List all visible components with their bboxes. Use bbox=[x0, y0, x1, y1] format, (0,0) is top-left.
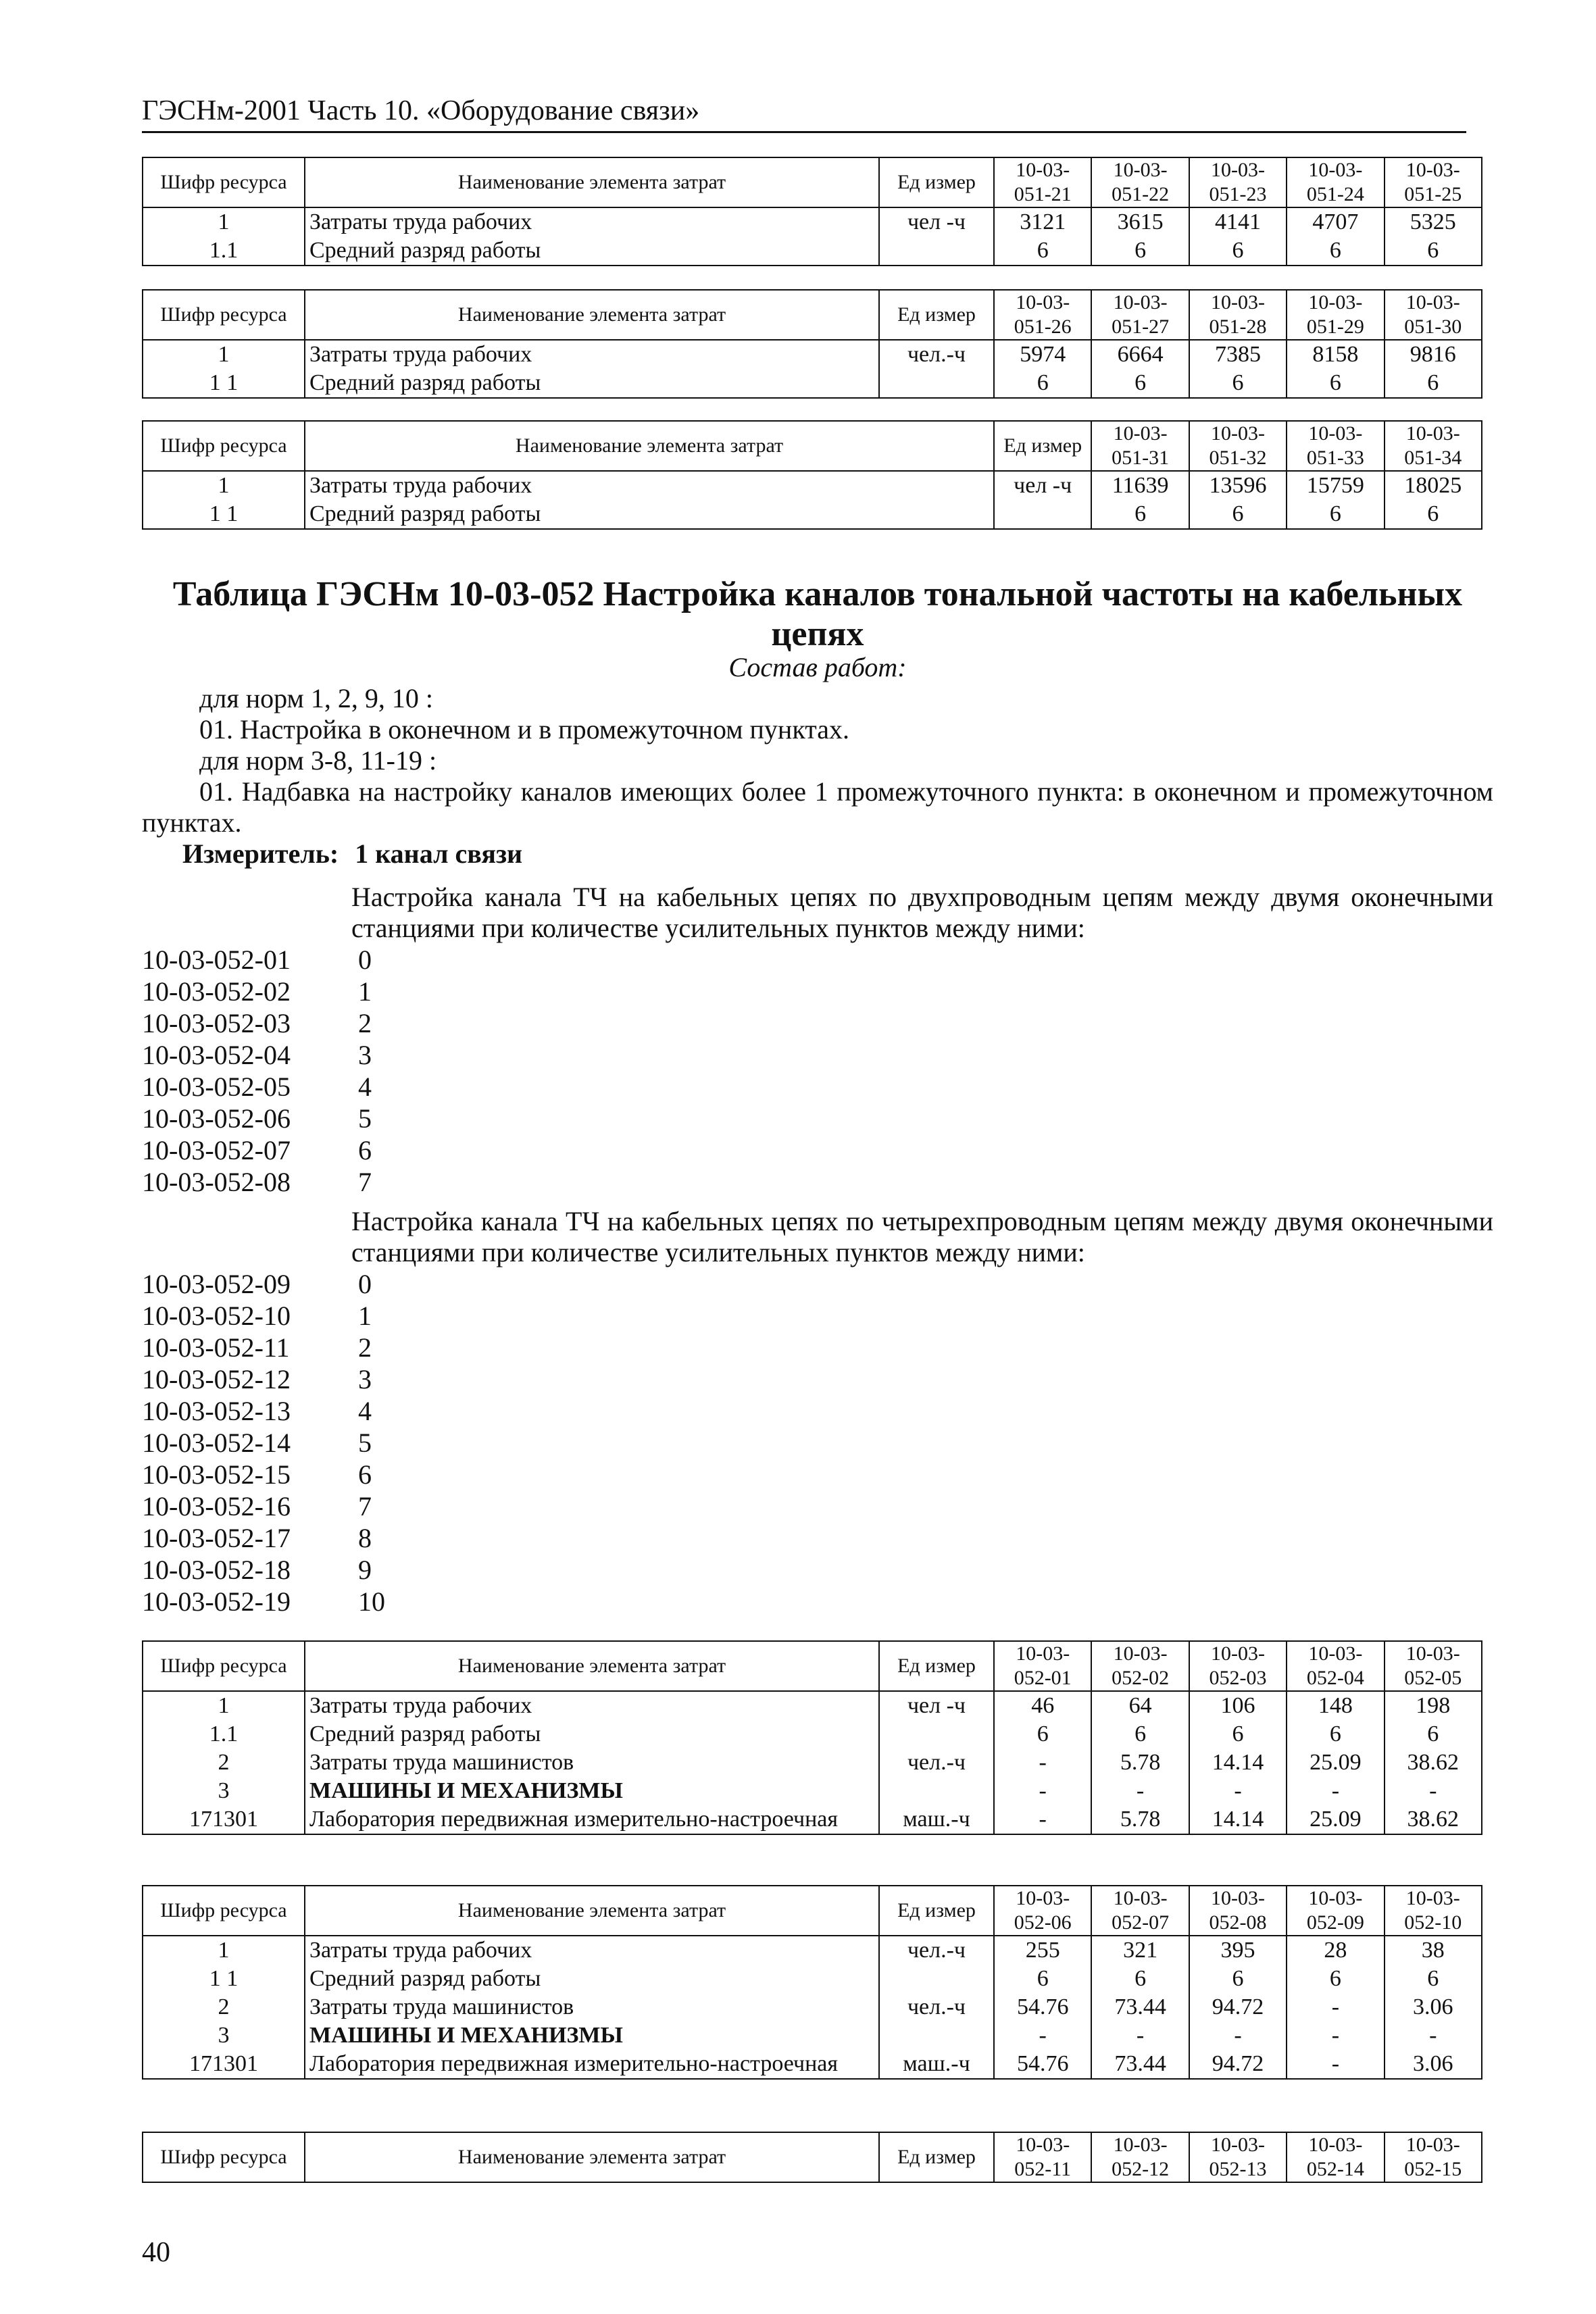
row-value: 4707 bbox=[1287, 207, 1384, 236]
row-value: 38.62 bbox=[1385, 1805, 1482, 1834]
row-value: 9816 bbox=[1385, 340, 1482, 369]
norm-code: 10-03-052-14 bbox=[142, 1428, 291, 1458]
amplifier-count: 0 bbox=[358, 1269, 372, 1299]
norm-code: 10-03-052-07 bbox=[142, 1135, 291, 1165]
row-resource-code: 3 bbox=[143, 2021, 305, 2050]
norm-list-item bbox=[142, 1008, 372, 1039]
header-resource-code: Шифр ресурса bbox=[143, 290, 305, 340]
row-value: 64 bbox=[1091, 1691, 1189, 1720]
header-norm-code: 10-03-052-02 bbox=[1091, 1641, 1189, 1691]
amplifier-count: 4 bbox=[358, 1396, 372, 1426]
row-resource-code: 171301 bbox=[143, 2050, 305, 2079]
header-norm-code: 10-03-051-31 bbox=[1091, 421, 1189, 471]
row-unit bbox=[879, 2021, 994, 2050]
row-unit: чел -ч bbox=[994, 471, 1091, 500]
header-norm-code: 10-03-052-07 bbox=[1091, 1886, 1189, 1936]
amplifier-count: 4 bbox=[358, 1072, 372, 1102]
meter-value: 1 канал связи bbox=[355, 838, 523, 869]
row-value: 5.78 bbox=[1091, 1749, 1189, 1777]
row-value: - bbox=[1287, 2050, 1384, 2079]
row-unit bbox=[879, 369, 994, 398]
group2-description: Настройка канала ТЧ на кабельных цепях по четырехпроводным цепям между двумя оконечными станциями при количестве усилительных пунктов между ними: bbox=[351, 1206, 1493, 1267]
composition-heading: Состав работ: bbox=[728, 652, 907, 682]
resource-table-051-31 bbox=[142, 420, 1482, 530]
norm-list-item bbox=[142, 1555, 372, 1586]
header-norm-code: 10-03-051-29 bbox=[1287, 290, 1384, 340]
header-resource-code: Шифр ресурса bbox=[143, 157, 305, 207]
row-cost-element: МАШИНЫ И МЕХАНИЗМЫ bbox=[305, 2021, 879, 2050]
norm-code: 10-03-052-03 bbox=[142, 1008, 291, 1038]
row-resource-code: 1 1 bbox=[143, 369, 305, 398]
row-value: 38.62 bbox=[1385, 1749, 1482, 1777]
row-value: 6 bbox=[994, 1720, 1091, 1749]
amplifier-count: 0 bbox=[358, 945, 372, 975]
norm-code: 10-03-052-12 bbox=[142, 1364, 291, 1394]
row-value: 395 bbox=[1189, 1936, 1287, 1965]
header-norm-code: 10-03-052-12 bbox=[1091, 2132, 1189, 2182]
header-resource-code: Шифр ресурса bbox=[143, 1641, 305, 1691]
header-cost-element: Наименование элемента затрат bbox=[305, 2132, 879, 2182]
row-value: 3.06 bbox=[1385, 1993, 1482, 2021]
header-cost-element: Наименование элемента затрат bbox=[305, 290, 879, 340]
norm-list-item bbox=[142, 1364, 372, 1395]
norm-code: 10-03-052-18 bbox=[142, 1555, 291, 1585]
row-value: - bbox=[1189, 2021, 1287, 2050]
header-cost-element: Наименование элемента затрат bbox=[305, 1641, 879, 1691]
norm-code: 10-03-052-17 bbox=[142, 1523, 291, 1553]
row-value: 6 bbox=[1091, 1720, 1189, 1749]
row-value: - bbox=[1287, 1777, 1384, 1805]
row-unit: чел.-ч bbox=[879, 1993, 994, 2021]
header-norm-code: 10-03-051-24 bbox=[1287, 157, 1384, 207]
row-unit: чел -ч bbox=[879, 207, 994, 236]
resource-table-052-11 bbox=[142, 2132, 1482, 2183]
row-resource-code: 1.1 bbox=[143, 1720, 305, 1749]
amplifier-count: 6 bbox=[358, 1459, 372, 1490]
row-value: 6 bbox=[994, 1965, 1091, 1993]
header-norm-code: 10-03-051-26 bbox=[994, 290, 1091, 340]
row-resource-code: 171301 bbox=[143, 1805, 305, 1834]
row-value: 6 bbox=[1287, 369, 1384, 398]
row-value: - bbox=[1287, 2021, 1384, 2050]
row-value: 8158 bbox=[1287, 340, 1384, 369]
row-cost-element: Средний разряд работы bbox=[305, 1965, 879, 1993]
header-norm-code: 10-03-052-01 bbox=[994, 1641, 1091, 1691]
header-norm-code: 10-03-052-15 bbox=[1385, 2132, 1482, 2182]
resource-table-051-26 bbox=[142, 289, 1482, 399]
header-unit: Ед измер bbox=[994, 421, 1091, 471]
norm-list-item bbox=[142, 1332, 372, 1363]
row-value: 73.44 bbox=[1091, 2050, 1189, 2079]
header-norm-code: 10-03-052-10 bbox=[1385, 1886, 1482, 1936]
header-unit: Ед измер bbox=[879, 1641, 994, 1691]
header-norm-code: 10-03-051-25 bbox=[1385, 157, 1482, 207]
row-value: 3615 bbox=[1091, 207, 1189, 236]
norm-list-item bbox=[142, 945, 372, 976]
row-value: 73.44 bbox=[1091, 1993, 1189, 2021]
header-cost-element: Наименование элемента затрат bbox=[305, 421, 994, 471]
meter-label: Измеритель: bbox=[182, 838, 339, 869]
row-cost-element: Затраты труда рабочих bbox=[305, 340, 879, 369]
norm-list-item bbox=[142, 1269, 372, 1300]
norm-list-item bbox=[142, 1396, 372, 1427]
row-value: 94.72 bbox=[1189, 1993, 1287, 2021]
amplifier-count: 1 bbox=[358, 976, 372, 1007]
row-value: 38 bbox=[1385, 1936, 1482, 1965]
row-unit bbox=[994, 500, 1091, 529]
amplifier-count: 3 bbox=[358, 1364, 372, 1394]
header-resource-code: Шифр ресурса bbox=[143, 2132, 305, 2182]
resource-table-052-01 bbox=[142, 1640, 1482, 1835]
row-value: 25.09 bbox=[1287, 1749, 1384, 1777]
row-value: 14.14 bbox=[1189, 1749, 1287, 1777]
page-header: ГЭСНм-2001 Часть 10. «Оборудование связи» bbox=[142, 95, 1466, 133]
row-value: 6 bbox=[1287, 1720, 1384, 1749]
row-value: - bbox=[994, 1805, 1091, 1834]
row-value: - bbox=[1385, 2021, 1482, 2050]
row-unit: маш.-ч bbox=[879, 2050, 994, 2079]
table-title: Таблица ГЭСНм 10-03-052 Настройка каналов тональной частоты на кабельных цепях bbox=[172, 575, 1463, 653]
row-value: 6 bbox=[1287, 236, 1384, 266]
resource-table-052-06 bbox=[142, 1885, 1482, 2080]
row-cost-element: Затраты труда рабочих bbox=[305, 207, 879, 236]
row-value: 321 bbox=[1091, 1936, 1189, 1965]
header-norm-code: 10-03-052-08 bbox=[1189, 1886, 1287, 1936]
row-value: 18025 bbox=[1385, 471, 1482, 500]
header-norm-code: 10-03-051-22 bbox=[1091, 157, 1189, 207]
row-value: 6 bbox=[1189, 236, 1287, 266]
row-value: 6 bbox=[1091, 236, 1189, 266]
row-cost-element: Средний разряд работы bbox=[305, 1720, 879, 1749]
header-norm-code: 10-03-051-33 bbox=[1287, 421, 1384, 471]
norm-list-item bbox=[142, 1135, 372, 1166]
row-cost-element: Средний разряд работы bbox=[305, 236, 879, 266]
row-cost-element: Лаборатория передвижная измерительно-настроечная bbox=[305, 2050, 879, 2079]
row-value: 6 bbox=[1189, 1720, 1287, 1749]
header-resource-code: Шифр ресурса bbox=[143, 421, 305, 471]
header-norm-code: 10-03-052-11 bbox=[994, 2132, 1091, 2182]
header-unit: Ед измер bbox=[879, 157, 994, 207]
row-value: - bbox=[1287, 1993, 1384, 2021]
row-value: 6 bbox=[1189, 500, 1287, 529]
row-value: 6 bbox=[1385, 1965, 1482, 1993]
row-unit bbox=[879, 1777, 994, 1805]
row-value: 5974 bbox=[994, 340, 1091, 369]
header-unit: Ед измер bbox=[879, 2132, 994, 2182]
norm-code: 10-03-052-13 bbox=[142, 1396, 291, 1426]
row-unit: маш.-ч bbox=[879, 1805, 994, 1834]
norm-code: 10-03-052-15 bbox=[142, 1459, 291, 1490]
amplifier-count: 7 bbox=[358, 1491, 372, 1521]
header-norm-code: 10-03-051-30 bbox=[1385, 290, 1482, 340]
row-value: 28 bbox=[1287, 1936, 1384, 1965]
norm-code: 10-03-052-04 bbox=[142, 1040, 291, 1070]
row-cost-element: Затраты труда рабочих bbox=[305, 471, 994, 500]
row-value: - bbox=[1091, 1777, 1189, 1805]
row-resource-code: 1 1 bbox=[143, 1965, 305, 1993]
amplifier-count: 6 bbox=[358, 1135, 372, 1165]
row-cost-element: Средний разряд работы bbox=[305, 369, 879, 398]
row-cost-element: Затраты труда машинистов bbox=[305, 1749, 879, 1777]
header-norm-code: 10-03-052-13 bbox=[1189, 2132, 1287, 2182]
row-unit bbox=[879, 1965, 994, 1993]
norm-code: 10-03-052-08 bbox=[142, 1167, 291, 1197]
norm-code: 10-03-052-01 bbox=[142, 945, 291, 975]
row-value: 54.76 bbox=[994, 1993, 1091, 2021]
row-unit: чел -ч bbox=[879, 1691, 994, 1720]
norm-code: 10-03-052-05 bbox=[142, 1072, 291, 1102]
row-cost-element: МАШИНЫ И МЕХАНИЗМЫ bbox=[305, 1777, 879, 1805]
header-norm-code: 10-03-052-04 bbox=[1287, 1641, 1384, 1691]
row-value: 13596 bbox=[1189, 471, 1287, 500]
norm-code: 10-03-052-11 bbox=[142, 1332, 290, 1363]
composition-line: 01. Надбавка на настройку каналов имеющих более 1 промежуточного пункта: в оконечном и промежуточном пунктах. bbox=[142, 776, 1493, 838]
row-resource-code: 2 bbox=[143, 1749, 305, 1777]
row-resource-code: 1 bbox=[143, 340, 305, 369]
header-cost-element: Наименование элемента затрат bbox=[305, 1886, 879, 1936]
norm-code: 10-03-052-19 bbox=[142, 1586, 291, 1617]
row-value: 6 bbox=[1385, 236, 1482, 266]
header-unit: Ед измер bbox=[879, 290, 994, 340]
row-unit: чел.-ч bbox=[879, 1936, 994, 1965]
row-value: 3121 bbox=[994, 207, 1091, 236]
row-value: - bbox=[994, 2021, 1091, 2050]
amplifier-count: 3 bbox=[358, 1040, 372, 1070]
header-norm-code: 10-03-051-34 bbox=[1385, 421, 1482, 471]
norm-list-item bbox=[142, 1586, 385, 1617]
row-value: 6664 bbox=[1091, 340, 1189, 369]
norm-code: 10-03-052-02 bbox=[142, 976, 291, 1007]
row-value: 6 bbox=[1091, 500, 1189, 529]
row-cost-element: Лаборатория передвижная измерительно-настроечная bbox=[305, 1805, 879, 1834]
row-unit bbox=[879, 1720, 994, 1749]
header-norm-code: 10-03-052-09 bbox=[1287, 1886, 1384, 1936]
row-value: 15759 bbox=[1287, 471, 1384, 500]
amplifier-count: 10 bbox=[358, 1586, 385, 1617]
amplifier-count: 9 bbox=[358, 1555, 372, 1585]
norm-list-item bbox=[142, 1301, 372, 1332]
amplifier-count: 5 bbox=[358, 1428, 372, 1458]
row-value: 5.78 bbox=[1091, 1805, 1189, 1834]
row-value: 54.76 bbox=[994, 2050, 1091, 2079]
row-cost-element: Затраты труда рабочих bbox=[305, 1936, 879, 1965]
norm-code: 10-03-052-09 bbox=[142, 1269, 291, 1299]
row-cost-element: Средний разряд работы bbox=[305, 500, 994, 529]
row-value: 6 bbox=[1287, 500, 1384, 529]
row-value: 6 bbox=[1287, 1965, 1384, 1993]
row-value: - bbox=[1385, 1777, 1482, 1805]
row-value: - bbox=[1091, 2021, 1189, 2050]
row-resource-code: 1.1 bbox=[143, 236, 305, 266]
norm-list-item bbox=[142, 1072, 372, 1103]
row-resource-code: 3 bbox=[143, 1777, 305, 1805]
row-value: - bbox=[994, 1749, 1091, 1777]
row-value: 4141 bbox=[1189, 207, 1287, 236]
row-value: 7385 bbox=[1189, 340, 1287, 369]
row-cost-element: Затраты труда рабочих bbox=[305, 1691, 879, 1720]
header-cost-element: Наименование элемента затрат bbox=[305, 157, 879, 207]
header-norm-code: 10-03-051-32 bbox=[1189, 421, 1287, 471]
row-value: 6 bbox=[994, 369, 1091, 398]
amplifier-count: 7 bbox=[358, 1167, 372, 1197]
row-value: 106 bbox=[1189, 1691, 1287, 1720]
row-value: 46 bbox=[994, 1691, 1091, 1720]
row-unit: чел.-ч bbox=[879, 1749, 994, 1777]
header-unit: Ед измер bbox=[879, 1886, 994, 1936]
composition-line: для норм 3-8, 11-19 : bbox=[199, 745, 437, 776]
norm-list-item bbox=[142, 976, 372, 1007]
norm-list-item bbox=[142, 1167, 372, 1198]
resource-table-051-21 bbox=[142, 157, 1482, 266]
row-value: - bbox=[994, 1777, 1091, 1805]
row-value: 14.14 bbox=[1189, 1805, 1287, 1834]
row-resource-code: 1 bbox=[143, 1691, 305, 1720]
row-value: 6 bbox=[1385, 1720, 1482, 1749]
group1-description: Настройка канала ТЧ на кабельных цепях по двухпроводным цепям между двумя оконечными станциями при количестве усилительных пунктов между ними: bbox=[351, 882, 1493, 943]
amplifier-count: 2 bbox=[358, 1008, 372, 1038]
composition-block bbox=[142, 652, 1493, 870]
row-resource-code: 2 bbox=[143, 1993, 305, 2021]
amplifier-count: 8 bbox=[358, 1523, 372, 1553]
header-norm-code: 10-03-051-28 bbox=[1189, 290, 1287, 340]
row-value: 94.72 bbox=[1189, 2050, 1287, 2079]
norm-list-item bbox=[142, 1103, 372, 1134]
row-value: 148 bbox=[1287, 1691, 1384, 1720]
amplifier-count: 5 bbox=[358, 1103, 372, 1134]
row-value: - bbox=[1189, 1777, 1287, 1805]
norm-code: 10-03-052-16 bbox=[142, 1491, 291, 1521]
row-value: 6 bbox=[1385, 369, 1482, 398]
row-resource-code: 1 1 bbox=[143, 500, 305, 529]
norm-code: 10-03-052-06 bbox=[142, 1103, 291, 1134]
row-value: 6 bbox=[1189, 1965, 1287, 1993]
row-value: 11639 bbox=[1091, 471, 1189, 500]
row-resource-code: 1 bbox=[143, 207, 305, 236]
norm-list-item bbox=[142, 1459, 372, 1490]
header-resource-code: Шифр ресурса bbox=[143, 1886, 305, 1936]
row-unit bbox=[879, 236, 994, 266]
row-value: 6 bbox=[994, 236, 1091, 266]
row-unit: чел.-ч bbox=[879, 340, 994, 369]
header-norm-code: 10-03-051-23 bbox=[1189, 157, 1287, 207]
row-value: 6 bbox=[1385, 500, 1482, 529]
row-value: 255 bbox=[994, 1936, 1091, 1965]
header-norm-code: 10-03-051-21 bbox=[994, 157, 1091, 207]
composition-line: для норм 1, 2, 9, 10 : bbox=[199, 683, 433, 713]
row-value: 6 bbox=[1091, 369, 1189, 398]
norm-list-item bbox=[142, 1491, 372, 1522]
row-resource-code: 1 bbox=[143, 471, 305, 500]
row-cost-element: Затраты труда машинистов bbox=[305, 1993, 879, 2021]
norm-code: 10-03-052-10 bbox=[142, 1301, 291, 1331]
row-value: 6 bbox=[1189, 369, 1287, 398]
header-norm-code: 10-03-052-03 bbox=[1189, 1641, 1287, 1691]
norm-list-item bbox=[142, 1428, 372, 1459]
header-norm-code: 10-03-051-27 bbox=[1091, 290, 1189, 340]
header-norm-code: 10-03-052-06 bbox=[994, 1886, 1091, 1936]
row-value: 25.09 bbox=[1287, 1805, 1384, 1834]
row-resource-code: 1 bbox=[143, 1936, 305, 1965]
header-norm-code: 10-03-052-14 bbox=[1287, 2132, 1384, 2182]
composition-line: 01. Настройка в оконечном и в промежуточном пунктах. bbox=[199, 714, 849, 745]
norm-list-item bbox=[142, 1523, 372, 1554]
row-value: 6 bbox=[1091, 1965, 1189, 1993]
row-value: 198 bbox=[1385, 1691, 1482, 1720]
row-value: 3.06 bbox=[1385, 2050, 1482, 2079]
row-value: 5325 bbox=[1385, 207, 1482, 236]
norm-list-item bbox=[142, 1040, 372, 1071]
amplifier-count: 2 bbox=[358, 1332, 372, 1363]
header-norm-code: 10-03-052-05 bbox=[1385, 1641, 1482, 1691]
page-number: 40 bbox=[142, 2237, 170, 2268]
amplifier-count: 1 bbox=[358, 1301, 372, 1331]
